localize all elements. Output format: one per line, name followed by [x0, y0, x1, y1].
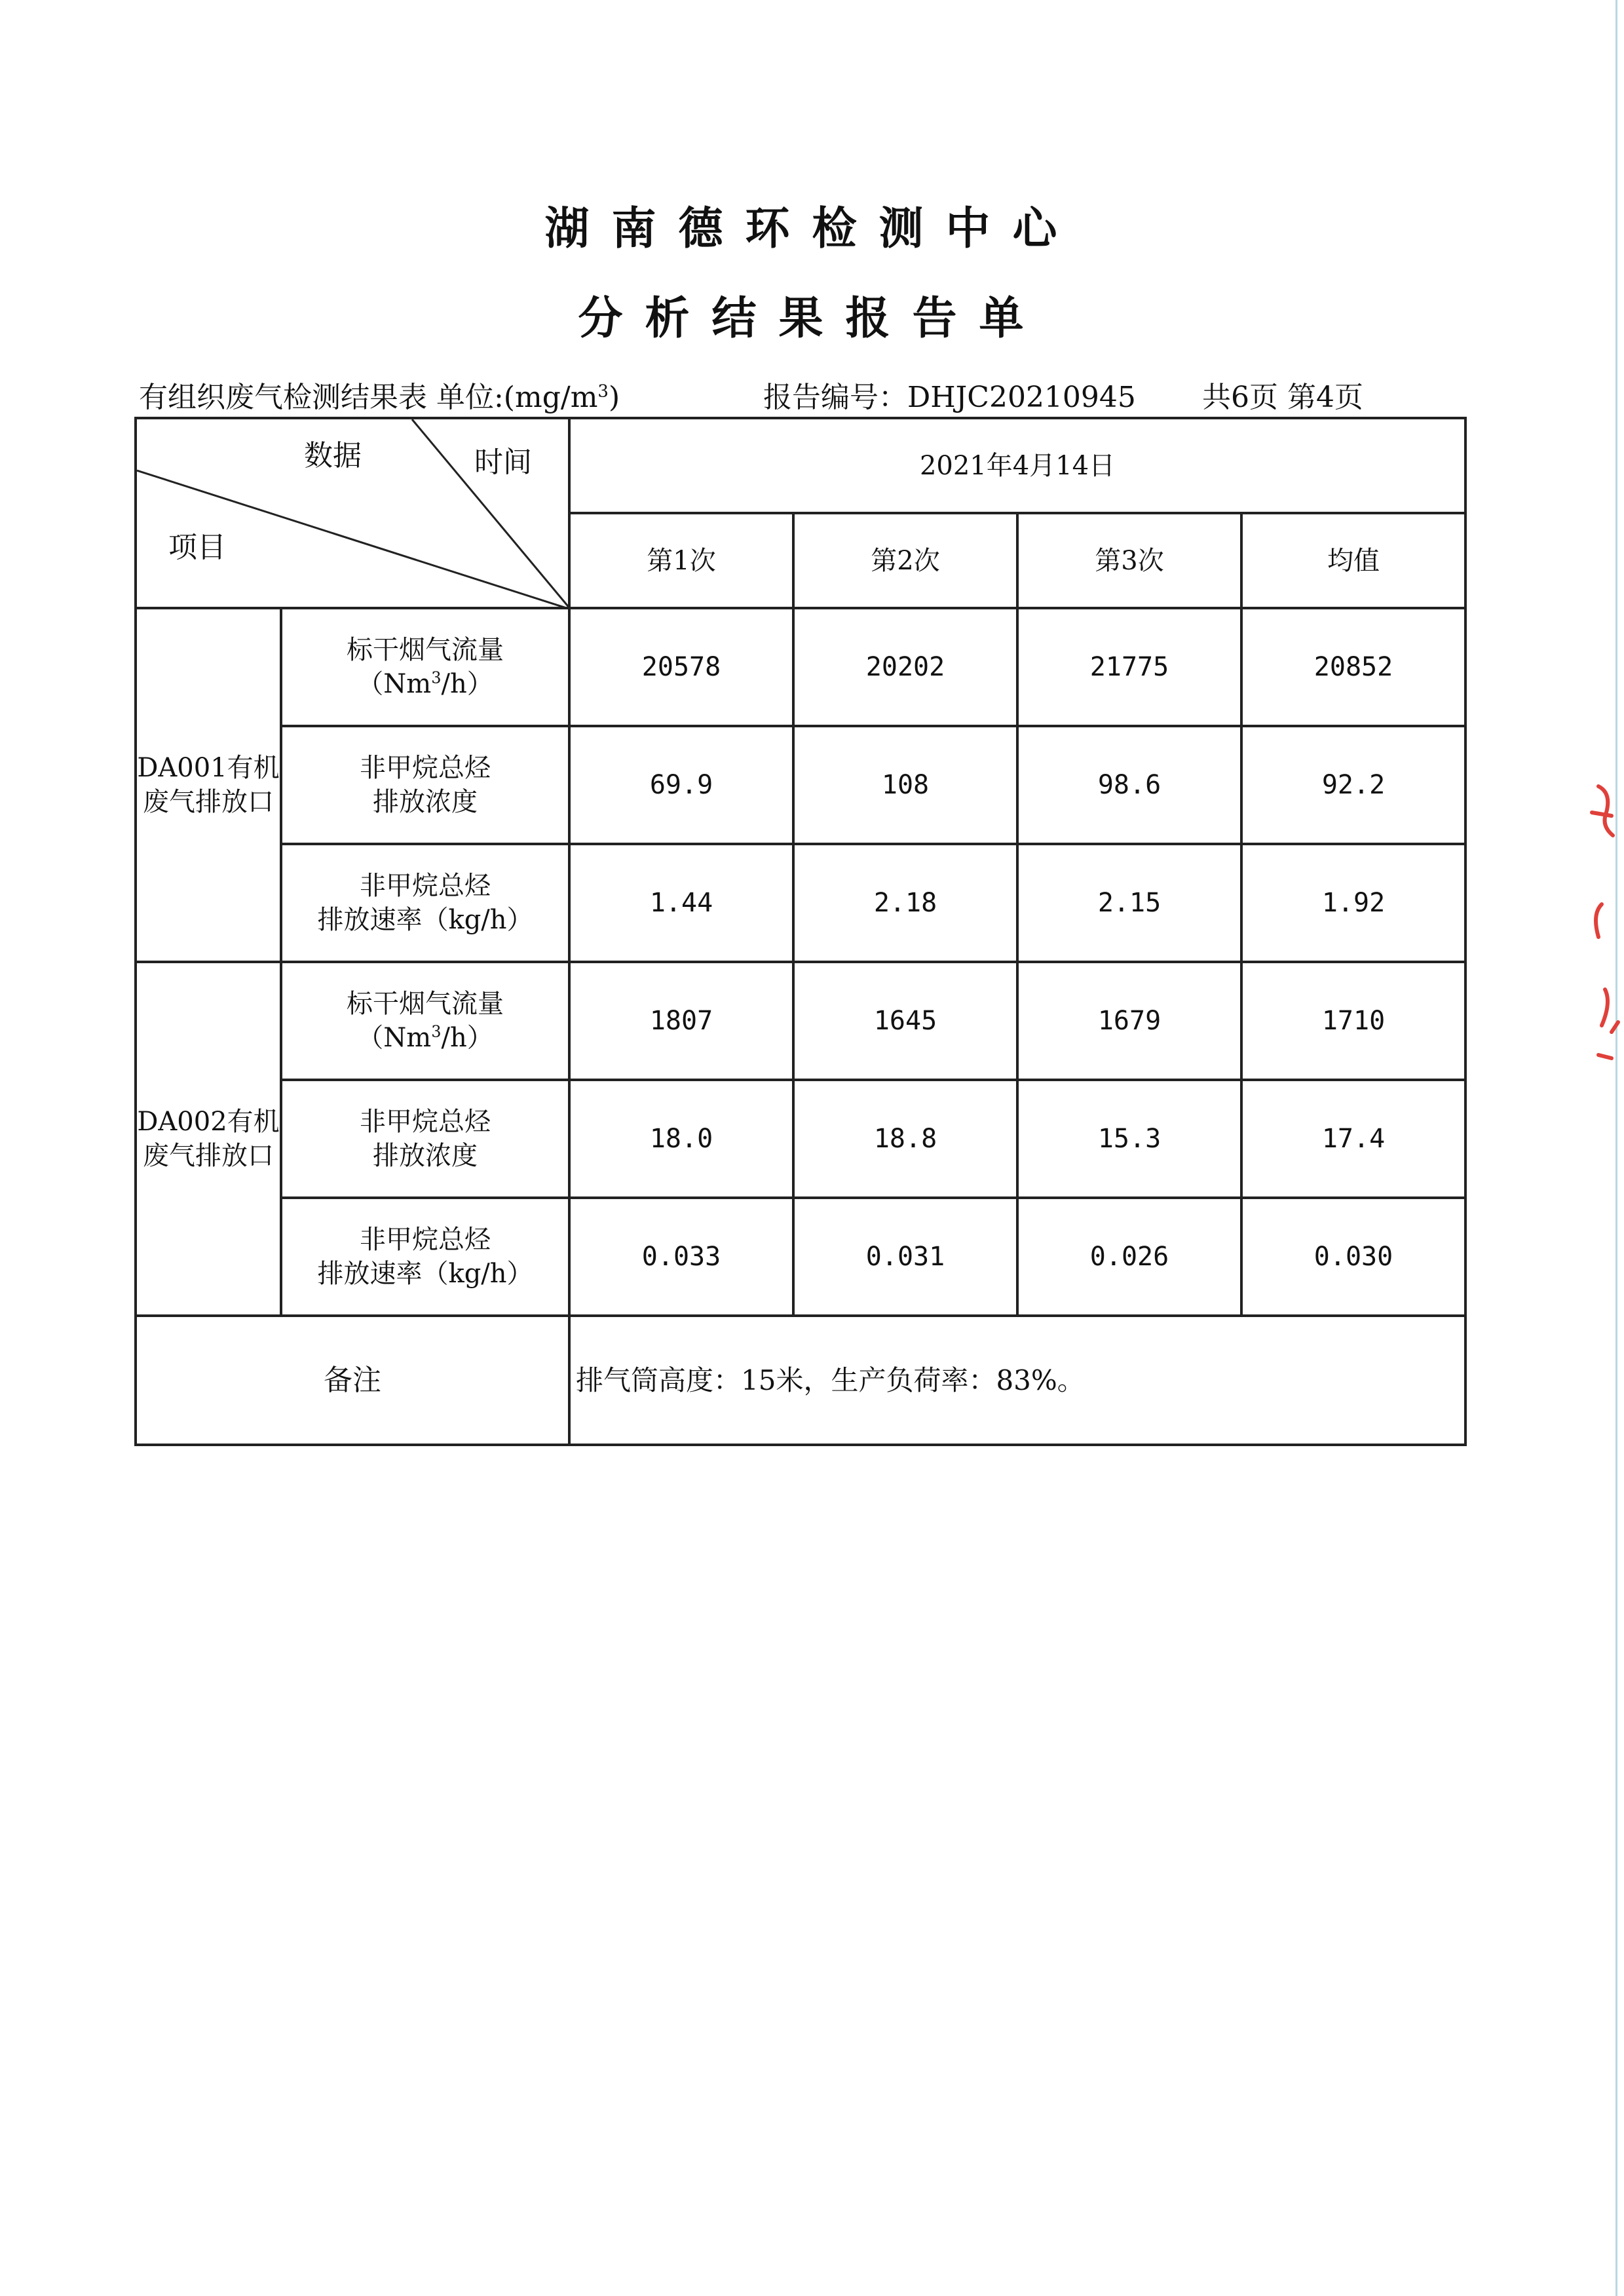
- remark-label: 备注: [136, 1316, 569, 1445]
- page-info: 共6页 第4页: [1202, 381, 1363, 414]
- table-row: [136, 1080, 1465, 1198]
- doc-title: 分析结果报告单: [578, 292, 1046, 345]
- corner-label-item: 项目: [168, 531, 226, 564]
- value-cell: 108: [793, 726, 1017, 844]
- group-name-da001: DA001有机 废气排放口: [136, 608, 281, 962]
- table-row: [136, 1198, 1465, 1316]
- table-caption: 有组织废气检测结果表 单位$:(mg/m^3)$: [139, 381, 620, 414]
- value-cell: 15.3: [1017, 1080, 1241, 1198]
- param-cell: 非甲烷总烃 排放浓度: [281, 1080, 569, 1198]
- col-header-3: 第3次: [1017, 513, 1241, 608]
- value-cell: 21775: [1017, 608, 1241, 726]
- value-cell: 20202: [793, 608, 1017, 726]
- value-cell: 0.033: [569, 1198, 793, 1316]
- corner-label-time: 时间: [474, 446, 532, 479]
- param-cell: 标干烟气流量 （Nm$^3$/h）: [281, 608, 569, 726]
- value-cell: 18.8: [793, 1080, 1017, 1198]
- value-cell: 92.2: [1241, 726, 1465, 844]
- value-cell: 2.18: [793, 844, 1017, 962]
- value-cell: 1.44: [569, 844, 793, 962]
- value-cell: 1679: [1017, 962, 1241, 1080]
- col-header-2: 第2次: [793, 513, 1017, 608]
- report-number: 报告编号：DHJC20210945: [763, 381, 1136, 414]
- value-cell: 1.92: [1241, 844, 1465, 962]
- table-row: [136, 608, 1465, 726]
- value-cell: 20578: [569, 608, 793, 726]
- group-name-da002: DA002有机 废气排放口: [136, 962, 281, 1316]
- value-cell: 1710: [1241, 962, 1465, 1080]
- org-name-title: 湖南德环检测中心: [544, 202, 1080, 255]
- value-cell: 18.0: [569, 1080, 793, 1198]
- param-cell: 非甲烷总烃 排放速率（kg/h）: [281, 1198, 569, 1316]
- param-cell: 标干烟气流量 （Nm$^3$/h）: [281, 962, 569, 1080]
- table-row: [136, 726, 1465, 844]
- results-table: [134, 417, 1467, 1446]
- corner-header-cell: [136, 418, 569, 608]
- value-cell: 98.6: [1017, 726, 1241, 844]
- value-cell: 0.026: [1017, 1198, 1241, 1316]
- value-cell: 0.031: [793, 1198, 1017, 1316]
- remark-text: 排气筒高度：15米，生产负荷率：83%。: [569, 1316, 1465, 1445]
- param-cell: 非甲烷总烃 排放浓度: [281, 726, 569, 844]
- value-cell: 17.4: [1241, 1080, 1465, 1198]
- col-header-1: 第1次: [569, 513, 793, 608]
- param-cell: 非甲烷总烃 排放速率（kg/h）: [281, 844, 569, 962]
- date-header: 2021年4月14日: [569, 418, 1465, 513]
- value-cell: 69.9: [569, 726, 793, 844]
- red-stamp-fragment: [1572, 773, 1624, 1101]
- value-cell: 1645: [793, 962, 1017, 1080]
- value-cell: 0.030: [1241, 1198, 1465, 1316]
- corner-label-data: 数据: [304, 439, 362, 472]
- value-cell: 20852: [1241, 608, 1465, 726]
- value-cell: 1807: [569, 962, 793, 1080]
- col-header-avg: 均值: [1241, 513, 1465, 608]
- value-cell: 2.15: [1017, 844, 1241, 962]
- table-row: [136, 844, 1465, 962]
- table-row: [136, 962, 1465, 1080]
